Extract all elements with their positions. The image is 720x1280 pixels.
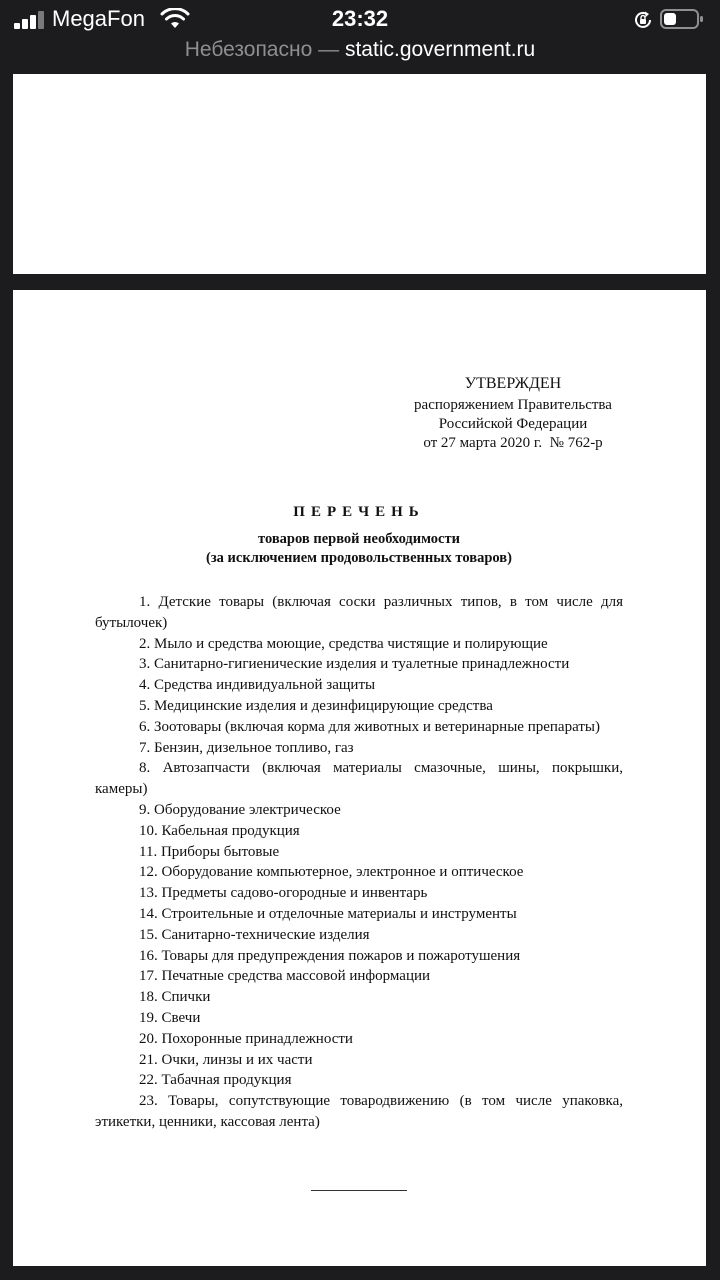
list-item: 14. Строительные и отделочные материалы и инструменты [139, 905, 517, 922]
list-item: 23. Товары, сопутствующие товародвижению (в том числе упаковка, этикетки, ценники, кассовая лента) [95, 1093, 623, 1130]
list-item: 4. Средства индивидуальной защиты [139, 677, 376, 694]
url-separator: — [318, 38, 340, 61]
status-bar [0, 0, 720, 38]
document-subtitle [95, 530, 623, 568]
approval-heading: УТВЕРЖДЕН [464, 375, 562, 392]
approval-date-number: от 27 марта 2020 г. № 762-р [423, 435, 603, 451]
list-item: 19. Свечи [139, 1009, 201, 1026]
list-item: 18. Спички [139, 989, 211, 1006]
list-item: 9. Оборудование электрическое [139, 801, 341, 818]
list-item: 5. Медицинские изделия и дезинфицирующие средства [139, 697, 493, 714]
approval-line: распоряжением Правительства [414, 397, 612, 413]
address-bar[interactable] [0, 38, 720, 70]
battery-icon [660, 8, 704, 30]
list-item: 20. Похоронные принадлежности [139, 1030, 353, 1047]
approval-line: Российской Федерации [438, 416, 588, 432]
goods-list [95, 592, 623, 1133]
clock: 23:32 [331, 6, 389, 31]
list-item: 3. Санитарно-гигиенические изделия и туалетные принадлежности [139, 656, 570, 673]
subtitle-line: товаров первой необходимости [258, 531, 460, 547]
document-page-previous [13, 74, 706, 274]
url-domain: static.government.ru [344, 38, 536, 61]
document-title: ПЕРЕЧЕНЬ [293, 504, 425, 520]
subtitle-line: (за исключением продовольственных товаров) [206, 550, 512, 566]
approval-block [373, 374, 653, 453]
rotation-lock-icon [632, 9, 654, 31]
list-item: 6. Зоотовары (включая корма для животных и ветеринарные препараты) [139, 718, 600, 735]
list-item: 12. Оборудование компьютерное, электронное и оптическое [139, 864, 524, 881]
list-item: 22. Табачная продукция [139, 1072, 292, 1089]
list-item: 13. Предметы садово-огородные и инвентарь [139, 885, 428, 902]
end-of-document-rule [311, 1190, 407, 1191]
security-warning-label: Небезопасно [184, 38, 313, 61]
list-item: 7. Бензин, дизельное топливо, газ [139, 739, 354, 756]
list-item: 1. Детские товары (включая соски различных типов, в том числе для бутылочек) [95, 594, 623, 631]
list-item: 17. Печатные средства массовой информации [139, 968, 431, 985]
carrier-name: MegaFon [52, 6, 145, 31]
list-item: 15. Санитарно-технические изделия [139, 926, 370, 943]
list-item: 10. Кабельная продукция [139, 822, 300, 839]
list-item: 11. Приборы бытовые [139, 843, 280, 860]
list-item: 16. Товары для предупреждения пожаров и пожаротушения [139, 947, 521, 964]
list-item: 8. Автозапчасти (включая материалы смазочные, шины, покрышки, камеры) [95, 760, 623, 798]
list-item: 21. Очки, линзы и их части [139, 1051, 313, 1068]
list-item: 2. Мыло и средства моющие, средства чистящие и полирующие [139, 635, 548, 652]
document-page [13, 290, 706, 1266]
